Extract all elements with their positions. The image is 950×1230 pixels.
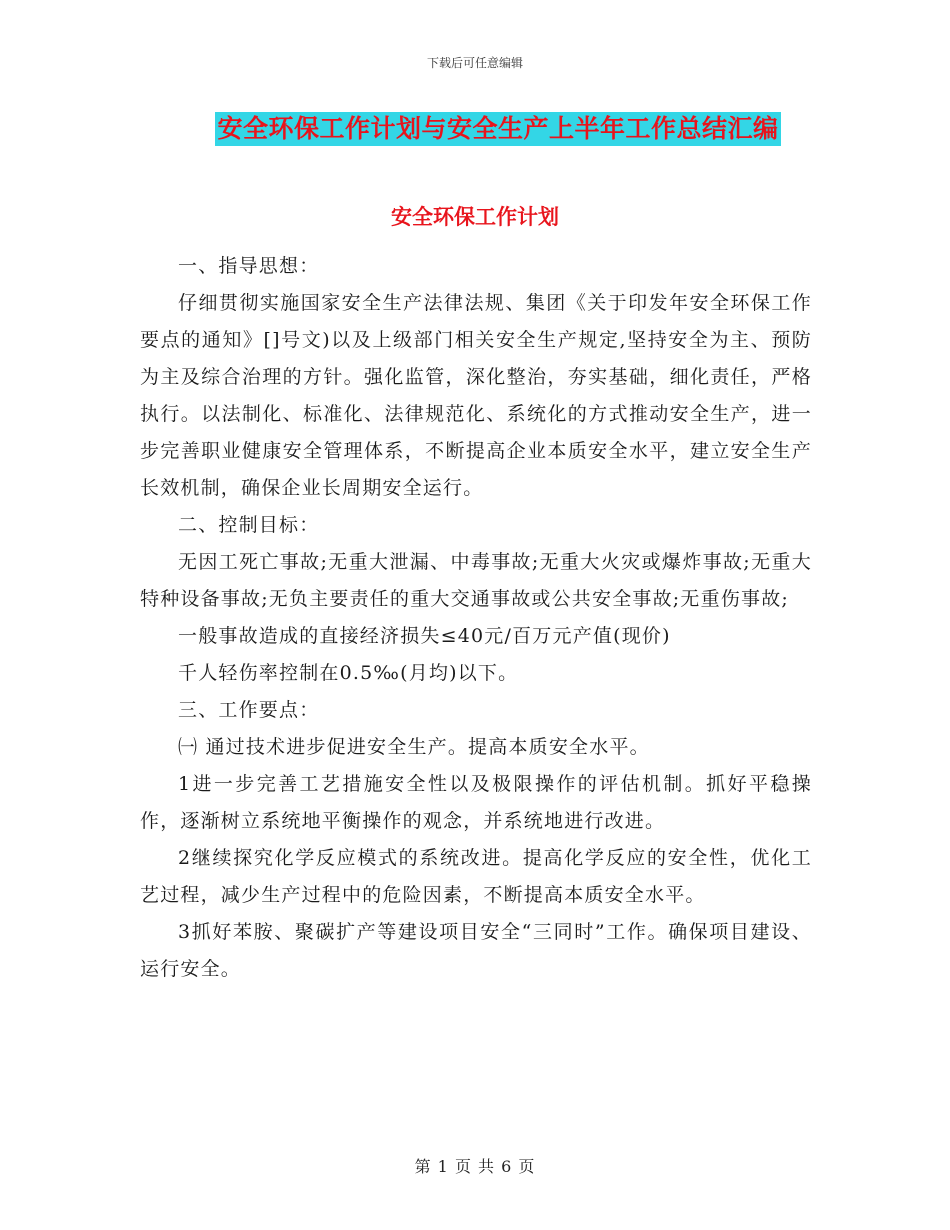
heading-guiding-thought: 一、指导思想： [178,255,320,277]
paragraph-no-accidents: 无因工死亡事故;无重大泄漏、中毒事故;无重大火灾或爆炸事故;无重大特种设备事故;无负主要责任的重大交通事故或公共安全事故;无重伤事故; [140,551,812,610]
page-footer: 第 1 页 共 6 页 [414,1157,536,1176]
main-title: 安全环保工作计划与安全生产上半年工作总结汇编 [215,112,780,146]
list-item-1: 1进一步完善工艺措施安全性以及极限操作的评估机制。抓好平稳操作，逐渐树立系统地平衡操作的观念，并系统地进行改进。 [140,773,812,832]
document-body [140,248,812,988]
paragraph-guiding-thought: 仔细贯彻实施国家安全生产法律法规、集团《关于印发年安全环保工作要点的通知》[]号文)以及上级部门相关安全生产规定,坚持安全为主、预防为主及综合治理的方针。强化监管，深化整治，夯实基础，细化责任，严格执行。以法制化、标准化、法律规范化、系统化的方式推动安全生产，进一步完善职业健康安全管理体系，不断提高企业本质安全水平，建立安全生产长效机制，确保企业长周期安全运行。 [140,292,812,499]
list-item-2: 2继续探究化学反应模式的系统改进。提高化学反应的安全性，优化工艺过程，减少生产过程中的危险因素，不断提高本质安全水平。 [140,847,812,906]
paragraph-tech-progress: ㈠ 通过技术进步促进安全生产。提高本质安全水平。 [178,736,650,758]
main-title-container [0,112,950,146]
list-item-3: 3抓好苯胺、聚碳扩产等建设项目安全“三同时”工作。确保项目建设、运行安全。 [140,921,812,980]
paragraph-injury-rate: 千人轻伤率控制在0.5‰(月均)以下。 [178,662,519,684]
header-note: 下载后可任意编辑 [426,56,523,70]
paragraph-economic-loss: 一般事故造成的直接经济损失≤40元/百万元产值(现价) [178,625,671,647]
heading-work-points: 三、工作要点： [178,699,320,721]
section-title: 安全环保工作计划 [391,205,559,229]
heading-control-targets: 二、控制目标： [178,514,320,536]
